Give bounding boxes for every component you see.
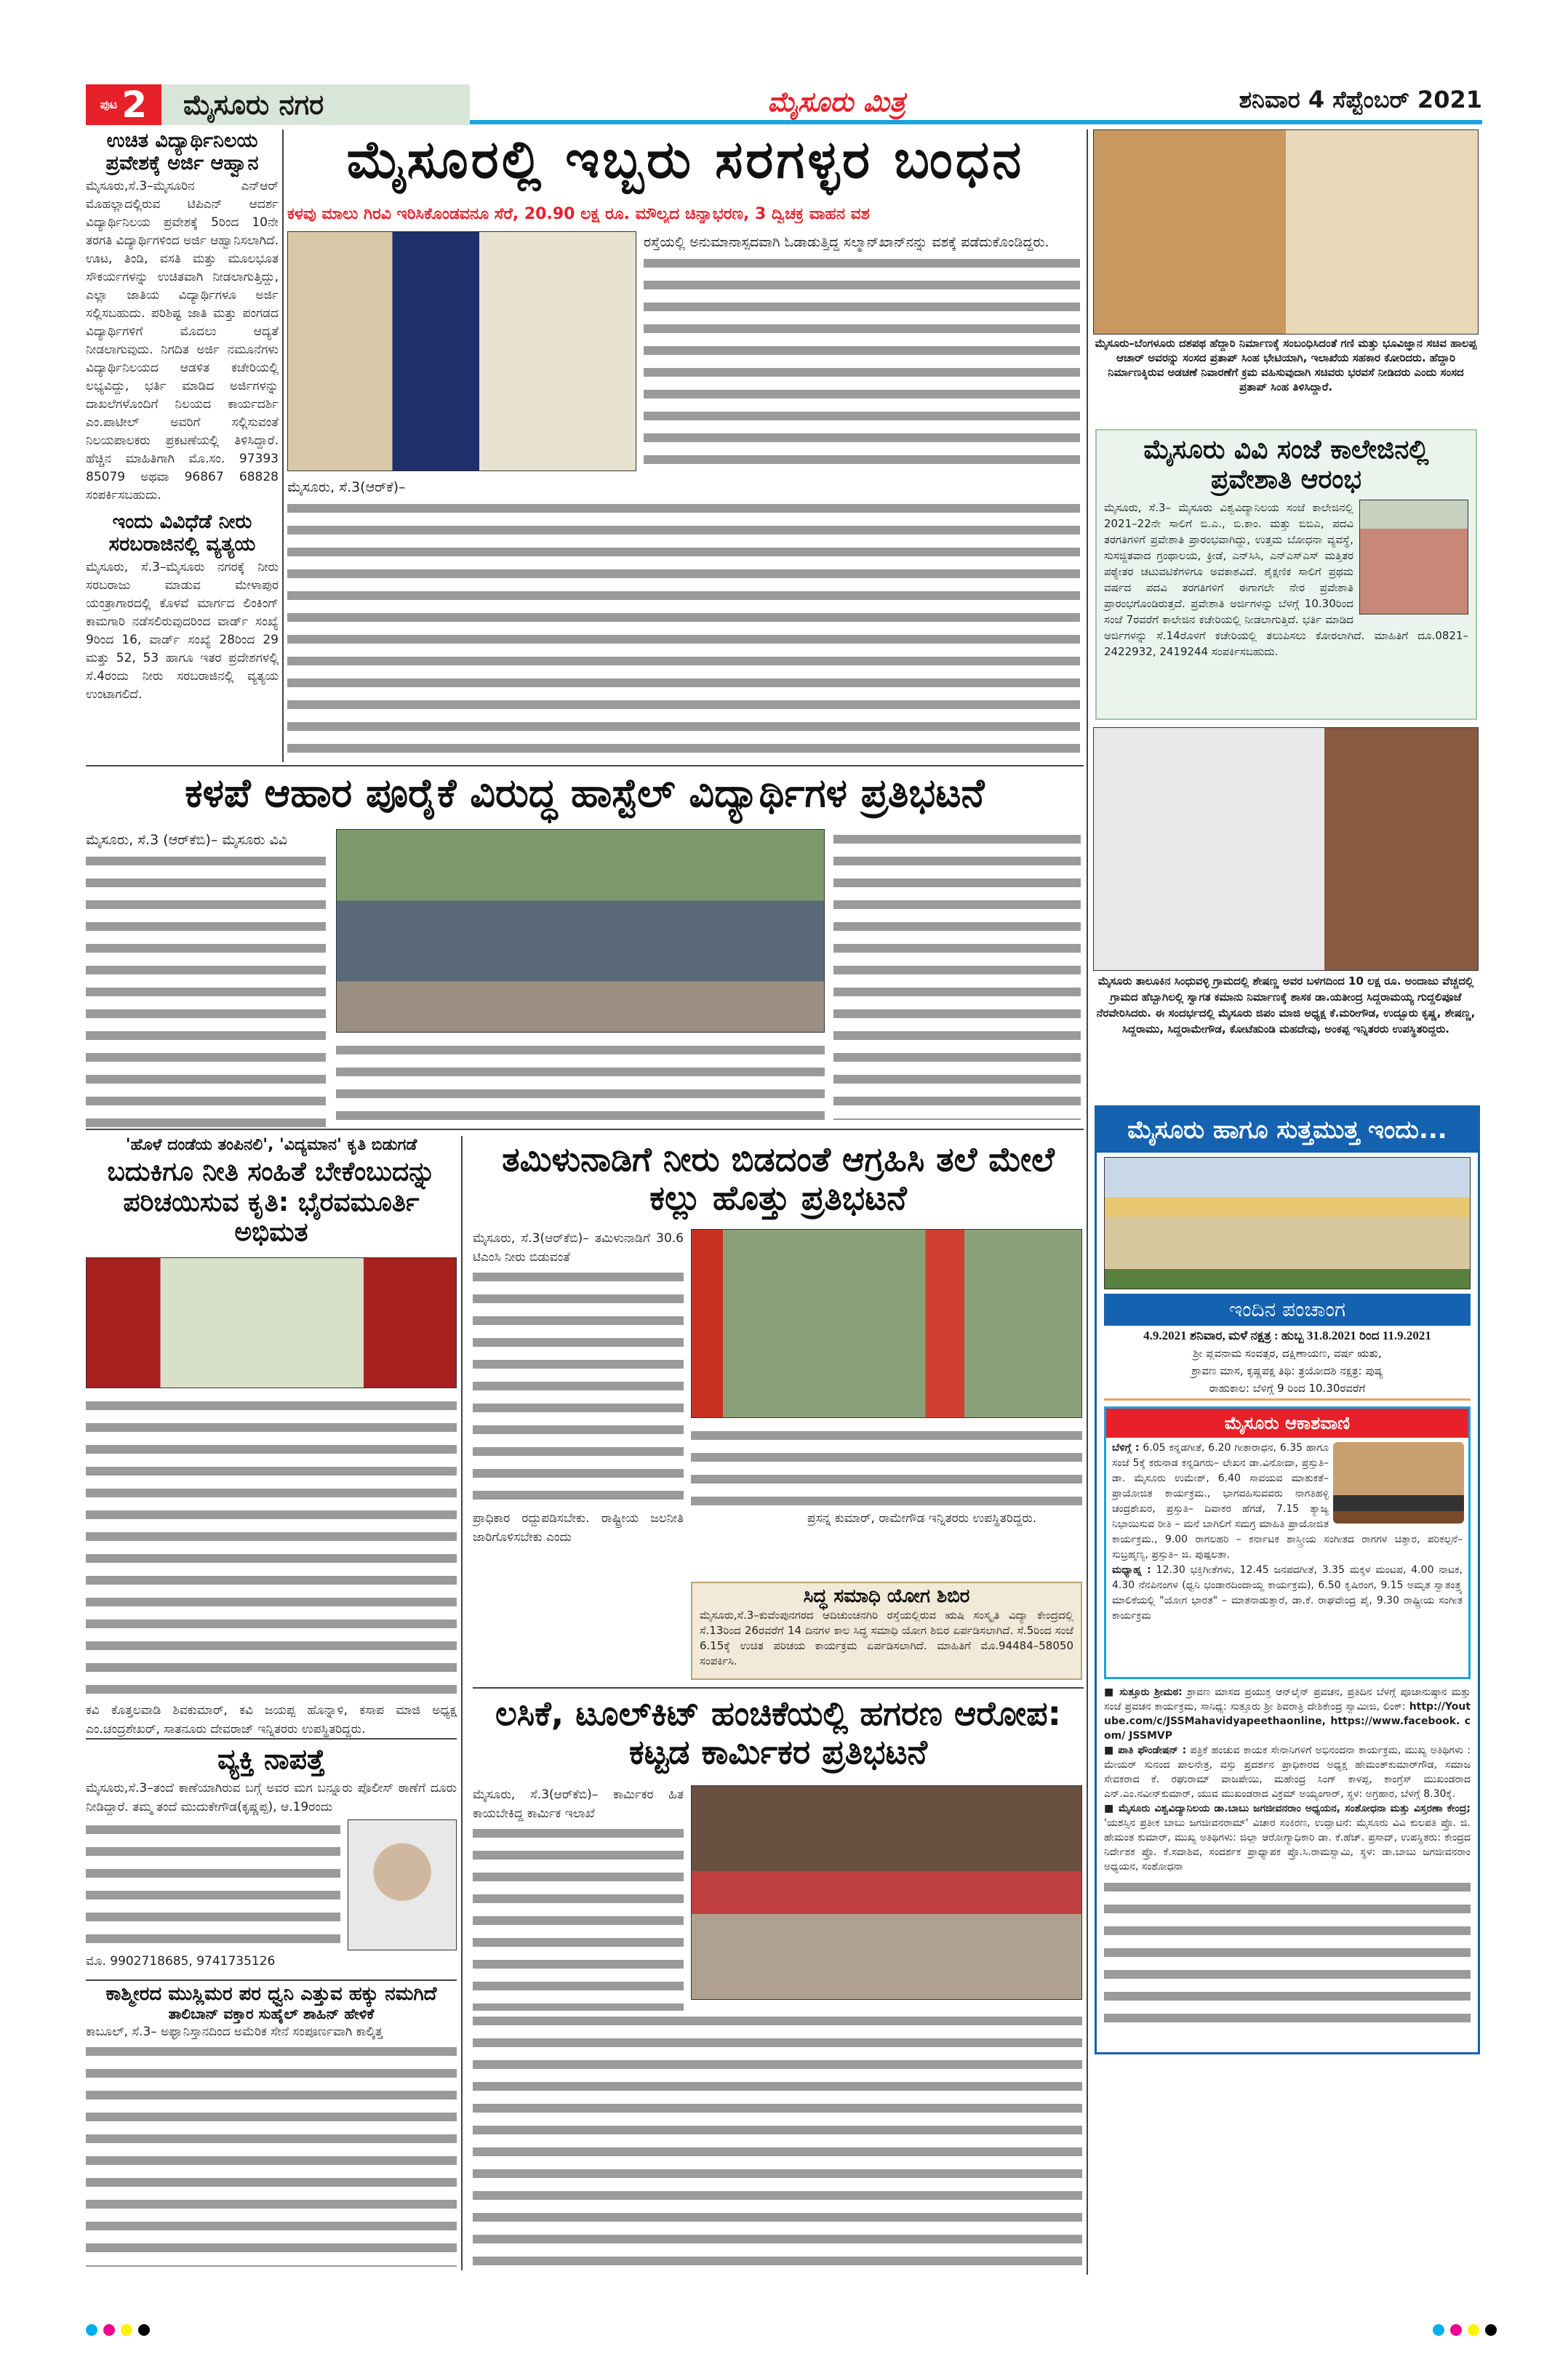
hostel-protest-dateline: ಮೈಸೂರು, ಸೆ.3 (ಆರ್‌ಕೆಬಿ)– ಮೈಸೂರು ವಿವಿ <box>86 832 288 848</box>
event-text: ಪತ್ರಿಕೆ ಹಂಚುವ ಕಾಯಕ ಸೇನಾನಿಗಳಿಗೆ ಅಭಿನಂದನಾ ಕಾರ್ಯಕ್ರಮ, ಮುಖ್ಯ ಅತಿಥಿಗಳು : ಮೇಯರ್ ಸುನಂದ ಪಾಲನೇತ್ರ, ವಸ್ತು ಪ್ರದರ್ಶನ ಪ್ರಾಧಿಕಾರದ ಅಧ್ಯಕ್ಷ ಹೇಮಂತ್‌ಕುಮಾರ್‌ಗೌಡ, ಸಮಾಜ ಸೇವಕರಾದ ಕೆ. ರಘುರಾಮ್ ವಾಜಪೇಯಿ, ಮಹೇಂದ್ರ ಸಿಂಗ್ ಕಾಳಪ್ಪ, ಕಾಂಗ್ರೆಸ್ ಮುಖಂಡರಾದ ಎನ್.ಎಂ.ನವೀನ್‌ಕುಮಾರ್, ಯುವ ಮುಖಂಡರಾದ ವಿಕ್ರಮ್ ಅಯ್ಯಂಗಾರ್, ಸ್ಥಳ: ಅಗ್ರಹಾರ, ಬೆಳಗ್ಗೆ 8.30ಕ್ಕೆ. <box>1104 1745 1471 1800</box>
event-text: ಶ್ರಾವಣ ಮಾಸದ ಪ್ರಯುಕ್ತ ಆನ್‌ಲೈನ್ ಪ್ರವಚನ, ಪ್ರತಿದಿನ ಬೆಳಗ್ಗೆ ಪೂಜಾನುಷ್ಠಾನ ಮತ್ತು ಸಂಜೆ ಪ್ರವಚನ ಕಾರ್ಯಕ್ರಮ, ಸಾನಿಧ್ಯ: ಸುತ್ತೂರು ಶ್ರೀ ಶಿವರಾತ್ರಿ ದೇಶಿಕೇಂದ್ರ ಸ್ವಾಮೀಜಿ, ಲಿಂಕ್: <box>1104 1686 1471 1713</box>
hostel-notice <box>86 129 279 704</box>
tamil-end-a: ಪ್ರಾಧಿಕಾರ ರದ್ದುಪಡಿಸಬೇಕು. ರಾಷ್ಟ್ರೀಯ ಜಲನೀತಿ ಜಾರಿಗೊಳಿಸಬೇಕು ಎಂದು <box>473 1511 684 1545</box>
print-mark-yellow <box>1468 2324 1479 2336</box>
kashmir-dateline: ಕಾಬೂಲ್, ಸೆ.3– ಅಫ್ಘಾನಿಸ್ತಾನದಿಂದ ಅಮೆರಿಕ ಸೇನೆ ಸಂಪೂರ್ಣವಾಗಿ ಕಾಲ್ಕಿತ್ತ <box>86 2024 383 2039</box>
missing-person-contact: ಮೊ. 9902718685, 9741735126 <box>86 1953 276 1969</box>
issue-date: ಶನಿವಾರ 4 ಸೆಪ್ಟೆಂಬರ್ 2021 <box>1239 86 1482 113</box>
mp-meeting-caption: ಮೈಸೂರು–ಬೆಂಗಳೂರು ದಶಪಥ ಹೆದ್ದಾರಿ ನಿರ್ಮಾಣಕ್ಕೆ ಸಂಬಂಧಿಸಿದಂತೆ ಗಣಿ ಮತ್ತು ಭೂವಿಜ್ಞಾನ ಸಚಿವ ಹಾಲಪ್ಪ ಆಚಾರ್ ಅವರನ್ನು ಸಂಸದ ಪ್ರತಾಪ್ ಸಿಂಹ ಭೇಟಿಯಾಗಿ, ಇಲಾಖೆಯ ಸಹಕಾರ ಕೋರಿದರು. ಹೆದ್ದಾರಿ ನಿರ್ಮಾಣಕ್ಕಿರುವ ಅಡಚಣೆ ನಿವಾರಣೆಗೆ ಕ್ರಮ ವಹಿಸುವುದಾಗಿ ಸಚಿವರು ಭರವಸೆ ನೀಡಿದರು ಎಂದು ಸಂಸದ ಪ್ರತಾಪ್ ಸಿಂಹ ತಿಳಿಸಿದ್ದಾರೆ. <box>1095 337 1477 393</box>
akashvani-title-bar <box>1106 1409 1468 1438</box>
panchanga-line: ಶ್ರಾವಣ ಮಾಸ, ಕೃಷ್ಣಪಕ್ಷ ತಿಥಿ: ತ್ರಯೋದಶಿ ನಕ್ಷತ್ರ: ಪುಷ್ಯ <box>1191 1364 1383 1377</box>
panchanga-title: ಇಂದಿನ ಪಂಚಾಂಗ <box>1228 1297 1346 1321</box>
panchanga-line: ರಾಹುಕಾಲ: ಬೆಳಿಗ್ಗೆ 9 ರಿಂದ 10.30ರವರೆಗೆ <box>1209 1382 1366 1395</box>
tamil-body-mid <box>691 1425 1082 1505</box>
tamil-protest-headline: ತಮಿಳುನಾಡಿಗೆ ನೀರು ಬಿಡದಂತೆ ಆಗ್ರಹಿಸಿ ತಲೆ ಮೇಲೆ ಕಲ್ಲು ಹೊತ್ತು ಪ್ರತಿಭಟನೆ <box>502 1140 1055 1217</box>
book-release-headline: ಬದುಕಿಗೂ ನೀತಿ ಸಂಹಿತೆ ಬೇಕೆಂಬುದನ್ನು ಪರಿಚಯಿಸುವ ಕೃತಿ: ಭೈರವಮೂರ್ತಿ ಅಭಿಮತ <box>107 1157 436 1248</box>
yoga-camp-headline: ಸಿದ್ಧ ಸಮಾಧಿ ಯೋಗ ಶಿಬಿರ <box>803 1585 970 1607</box>
workers-protest-photo <box>691 1785 1082 2000</box>
lead-body-columns <box>287 498 1080 756</box>
mysore-palace-photo <box>1104 1157 1471 1289</box>
evening-college-box <box>1095 429 1477 720</box>
radio-noon: 12.30 ಭಕ್ತಿಗೀತೆಗಳು, 12.45 ಜನಪದಗೀತೆ, 3.35 ಮಕ್ಕಳ ಮಂಟಪ, 4.00 ನಾಟಕ, 4.30 ನೆನಪಿನಂಗಳ (ಧ್ವನಿ ಭಂಡಾರದಿಂದಾಯ್ದ ಕಾರ್ಯಕ್ರಮ), 6.50 ಕೃಷಿರಂಗ, 9.15 ಅಮೃತ ಸ್ವಾತಂತ್ರ್ಯ ಮಾಲಿಕೆಯಲ್ಲಿ "ಯೋಗ ಭಾರತ" – ಮಾತನಾಡುತ್ತಾರೆ, ಡಾ.ಕೆ. ರಾಘವೇಂದ್ರ ಪೈ, 9.30 ರಾಷ್ಟ್ರೀಯ ಸಂಗೀತ ಕಾರ್ಯಕ್ರಮ <box>1112 1564 1463 1622</box>
hostel-protest-text <box>86 851 326 1127</box>
column-divider <box>282 129 284 762</box>
lead-headline: ಮೈಸೂರಲ್ಲಿ ಇಬ್ಬರು ಸರಗಳ್ಳರ ಬಂಧನ <box>346 129 1025 190</box>
evening-college-headline: ಮೈಸೂರು ವಿವಿ ಸಂಜೆ ಕಾಲೇಜಿನಲ್ಲಿ ಪ್ರವೇಶಾತಿ ಆರಂಭ <box>1143 435 1429 495</box>
page-number: 2 <box>121 84 148 126</box>
print-mark-yellow <box>121 2324 132 2336</box>
village-arch-photo <box>1093 727 1479 971</box>
lead-body-right <box>644 231 1080 471</box>
hostel-notice-body: ಮೈಸೂರು,ಸೆ.3–ಮೈಸೂರಿನ ಎನ್‌ಆರ್ ಮೊಹಲ್ಲಾದಲ್ಲಿರುವ ಟಿಪಿಎನ್ ಆದರ್ಶ ವಿದ್ಯಾರ್ಥಿನಿಲಯ ಪ್ರವೇಶಕ್ಕೆ 5ರಿಂದ 10ನೇ ತರಗತಿ ವಿದ್ಯಾರ್ಥಿಗಳಿಂದ ಅರ್ಜಿ ಆಹ್ವಾನಿಸಲಾಗಿದೆ. ಊಟ, ತಿಂಡಿ, ವಸತಿ ಮತ್ತು ಮೂಲಭೂತ ಸೌಕರ್ಯಗಳನ್ನು ಉಚಿತವಾಗಿ ನೀಡಲಾಗುತ್ತಿದ್ದು, ಎಲ್ಲಾ ಜಾತಿಯ ವಿದ್ಯಾರ್ಥಿಗಳೂ ಅರ್ಜಿ ಸಲ್ಲಿಸಬಹುದು. ಪರಿಶಿಷ್ಟ ಜಾತಿ ಮತ್ತು ಪಂಗಡದ ವಿದ್ಯಾರ್ಥಿಗಳಿಗೆ ಮೊದಲು ಆದ್ಯತೆ ನೀಡಲಾಗುವುದು. ನಿಗದಿತ ಅರ್ಜಿ ನಮೂನೆಗಳು ವಿದ್ಯಾರ್ಥಿನಿಲಯದ ಆಡಳಿತ ಕಚೇರಿಯಲ್ಲಿ ಲಭ್ಯವಿದ್ದು, ಭರ್ತಿ ಮಾಡಿದ ಅರ್ಜಿಗಳನ್ನು ದಾಖಲೆಗಳೊಂದಿಗೆ ನಿಲಯದ ಕಾರ್ಯದರ್ಶಿ ಎಂ.ಪಾಟೀಲ್ ಅವರಿಗೆ ಸಲ್ಲಿಸುವಂತೆ ನಿಲಯಪಾಲಕರು ಪ್ರಕಟಣೆಯಲ್ಲಿ ತಿಳಿಸಿದ್ದಾರೆ. ಹೆಚ್ಚಿನ ಮಾಹಿತಿಗಾಗಿ ಮೊ.ಸಂ. 97393 85079 ಅಥವಾ 96867 68828 ಸಂಪರ್ಕಿಸಬಹುದು. <box>86 179 279 503</box>
book-release-story <box>86 1136 457 1739</box>
book-release-text <box>86 1396 457 1701</box>
event-item: ■ ಸುತ್ತೂರು ಶ್ರೀಮಠ: ಶ್ರಾವಣ ಮಾಸದ ಪ್ರಯುಕ್ತ ಆನ್‌ಲೈನ್ ಪ್ರವಚನ, ಪ್ರತಿದಿನ ಬೆಳಗ್ಗೆ ಪೂಜಾನುಷ್ಠಾನ ಮತ್ತು ಸಂಜೆ ಪ್ರವಚನ ಕಾರ್ಯಕ್ರಮ, ಸಾನಿಧ್ಯ: ಸುತ್ತೂರು ಶ್ರೀ ಶಿವರಾತ್ರಿ ದೇಶಿಕೇಂದ್ರ ಸ್ವಾಮೀಜಿ, ಲಿಂಕ್: http://Youtube.com/c/JSSMahavidyapeethaonline, https://www.facebook. com/ JSSMVP <box>1104 1686 1471 1742</box>
events-list <box>1097 1685 1478 2022</box>
tamil-dateline: ಮೈಸೂರು, ಸೆ.3(ಆರ್‌ಕೆಬಿ)– ತಮಿಳುನಾಡಿಗೆ 30.6 ಟಿಎಂಸಿ ನೀರು ಬಿಡುವಂತೆ <box>473 1231 684 1265</box>
kashmir-text <box>86 2041 457 2267</box>
page-label: ಪುಟ <box>100 97 118 111</box>
missing-person-text <box>86 1819 340 1950</box>
workers-body-left <box>473 1785 684 2041</box>
column-divider <box>1087 129 1088 2275</box>
workers-protest-headline: ಲಸಿಕೆ, ಟೂಲ್‌ಕಿಟ್ ಹಂಚಿಕೆಯಲ್ಲಿ ಹಗರಣ ಆರೋಪ: ಕಟ್ಟಡ ಕಾರ್ಮಿಕರ ಪ್ರತಿಭಟನೆ <box>495 1694 1061 1772</box>
print-mark-magenta <box>1450 2324 1462 2336</box>
radio-icon <box>1333 1442 1464 1524</box>
event-item: ■ ಮೈಸೂರು ವಿಶ್ವವಿದ್ಯಾನಿಲಯ ಡಾ.ಬಾಬು ಜಗಜೀವನರಾಂ ಅಧ್ಯಯನ, ಸಂಶೋಧನಾ ಮತ್ತು ವಿಸ್ತರಣಾ ಕೇಂದ್ರ; 'ಯಶಸ್ಸಿನ ಪ್ರತೀಕ ಬಾಬು ಜಗಜೀವನರಾಮ್' ವಿಚಾರ ಸಂಕಿರಣ, ಉದ್ಘಾಟನೆ: ಮೈಸೂರು ವಿವಿ ಕುಲಪತಿ ಪ್ರೊ. ಜಿ. ಹೇಮಂತ ಕುಮಾರ್, ಮುಖ್ಯ ಅತಿಥಿಗಳು: ಜಿಲ್ಲಾ ಆರೋಗ್ಯಾಧಿಕಾರಿ ಡಾ. ಕೆ.ಹೆಚ್. ಪ್ರಸಾದ್, ಉಪಸ್ಥಿತರು: ಕೇಂದ್ರದ ನಿರ್ದೇಶಕ ಪ್ರೊ. ಕೆ.ಸದಾಶಿವ, ಸಂದರ್ಶಕ ಪ್ರಾಧ್ಯಾಪಕ ಪ್ರೊ.ಸಿ.ರಾಮಸ್ವಾಮಿ, ಸ್ಥಳ: ಡಾ.ಬಾಬು ಜಗಜೀವನರಾಂ ಅಧ್ಯಯನ, ಸಂಶೋಧನಾ <box>1104 1803 1471 1873</box>
section-divider <box>86 1738 457 1740</box>
column-divider <box>461 1136 463 2270</box>
event-item: ■ ಪಾತಿ ಫೌಂಡೇಷನ್ : ಪತ್ರಿಕೆ ಹಂಚುವ ಕಾಯಕ ಸೇನಾನಿಗಳಿಗೆ ಅಭಿನಂದನಾ ಕಾರ್ಯಕ್ರಮ, ಮುಖ್ಯ ಅತಿಥಿಗಳು : ಮೇಯರ್ ಸುನಂದ ಪಾಲನೇತ್ರ, ವಸ್ತು ಪ್ರದರ್ಶನ ಪ್ರಾಧಿಕಾರದ ಅಧ್ಯಕ್ಷ ಹೇಮಂತ್‌ಕುಮಾರ್‌ಗೌಡ, ಸಮಾಜ ಸೇವಕರಾದ ಕೆ. ರಘುರಾಮ್ ವಾಜಪೇಯಿ, ಮಹೇಂದ್ರ ಸಿಂಗ್ ಕಾಳಪ್ಪ, ಕಾಂಗ್ರೆಸ್ ಮುಖಂಡರಾದ ಎನ್.ಎಂ.ನವೀನ್‌ಕುಮಾರ್, ಯುವ ಮುಖಂಡರಾದ ವಿಕ್ರಮ್ ಅಯ್ಯಂಗಾರ್, ಸ್ಥಳ: ಅಗ್ರಹಾರ, ಬೆಳಗ್ಗೆ 8.30ಕ್ಕೆ. <box>1104 1745 1471 1800</box>
masthead-logo: ಮೈಸೂರು ಮಿತ್ರ <box>767 86 905 118</box>
events-more <box>1104 1877 1471 2022</box>
book-release-photo <box>86 1257 457 1388</box>
panchanga-details <box>1104 1326 1471 1401</box>
kashmir-subheadline: ತಾಲಿಬಾನ್ ವಕ್ತಾರ ಸುಹೈಲ್ ಶಾಹಿನ್ ಹೇಳಿಕೆ <box>168 2004 375 2022</box>
hostel-protest-headline: ಕಳಪೆ ಆಹಾರ ಪೂರೈಕೆ ವಿರುದ್ಧ ಹಾಸ್ಟೆಲ್ ವಿದ್ಯಾರ್ಥಿಗಳ ಪ್ರತಿಭಟನೆ <box>185 770 985 816</box>
lead-body-bottom <box>287 476 1080 756</box>
book-release-kicker: 'ಹೊಳೆ ದಂಡೆಯ ತಂಪಿನಲಿ', 'ವಿದ್ಯಮಾನ' ಕೃತಿ ಬಿಡುಗಡೆ <box>125 1136 417 1154</box>
page-number-box <box>86 84 161 125</box>
missing-person-headline: ವ್ಯಕ್ತಿ ನಾಪತ್ತೆ <box>217 1743 325 1775</box>
tamil-protest-photo <box>691 1229 1082 1418</box>
lead-photo-police-seized-gold <box>287 231 636 471</box>
kashmir-headline: ಕಾಶ್ಮೀರದ ಮುಸ್ಲಿಮರ ಪರ ಧ್ವನಿ ಎತ್ತುವ ಹಕ್ಕು ನಮಗಿದೆ <box>105 1983 437 2005</box>
section-band <box>161 84 470 125</box>
tamil-body-left <box>473 1229 684 1507</box>
panchanga-title-bar <box>1104 1294 1471 1326</box>
tamil-end-b: ಪ್ರಸನ್ನ ಕುಮಾರ್, ರಾಮೇಗೌಡ ಇನ್ನಿತರರು ಉಪಸ್ಥಿತರಿದ್ದರು. <box>807 1511 1037 1526</box>
village-arch-caption: ಮೈಸೂರು ತಾಲೂಕಿನ ಸಿಂಧುವಳ್ಳಿ ಗ್ರಾಮದಲ್ಲಿ ಶೇಷಣ್ಣ ಅವರ ಬಳಗದಿಂದ 10 ಲಕ್ಷ ರೂ. ಅಂದಾಜು ವೆಚ್ಚದಲ್ಲಿ ಗ್ರಾಮದ ಹೆಬ್ಬಾಗಿಲಲ್ಲಿ ಸ್ವಾಗತ ಕಮಾನು ನಿರ್ಮಾಣಕ್ಕೆ ಶಾಸಕ ಡಾ.ಯತೀಂದ್ರ ಸಿದ್ದರಾಮಯ್ಯ ಗುದ್ದಲಿಪೂಜೆ ನೆರವೇರಿಸಿದರು. ಈ ಸಂದರ್ಭದಲ್ಲಿ ಮೈಸೂರು ಜಿಪಂ ಮಾಜಿ ಅಧ್ಯಕ್ಷ ಕೆ.ಮರೀಗೌಡ, ಉದ್ಬೂರು ಕೃಷ್ಣ, ಶೇಷಣ್ಣ, ಸಿದ್ದರಾಮು, ಸಿದ್ದರಾಮೇಗೌಡ, ಕೋಟೆಹುಂಡಿ ಮಹದೇವು, ಅಂಕಪ್ಪ ಇನ್ನಿತರರು ಉಪಸ್ಥಿತರಿದ್ದರು. <box>1096 974 1476 1036</box>
section-divider <box>86 1129 1084 1130</box>
tamil-text <box>473 1267 684 1507</box>
lead-body-text <box>644 253 1080 471</box>
lead-dateline: ಮೈಸೂರು, ಸೆ.3(ಆರ್‌ಕೆ)– <box>287 479 406 495</box>
kashmir-story <box>86 1984 457 2267</box>
event-label: ಸುತ್ತೂರು ಶ್ರೀಮಠ: <box>1119 1686 1183 1698</box>
today-in-mysuru-box <box>1095 1105 1480 2054</box>
panchanga-line: ಶ್ರೀ ಪ್ಲವನಾಮ ಸಂವತ್ಸರ, ದಕ್ಷಿಣಾಯಣ, ವರ್ಷ ಋತು, <box>1193 1347 1382 1360</box>
workers-text <box>473 1823 684 2041</box>
water-notice-title: ಇಂದು ವಿವಿಧೆಡೆ ನೀರು ಸರಬರಾಜಿನಲ್ಲಿ ವ್ಯತ್ಯಯ <box>108 511 256 556</box>
lead-body-start: ರಸ್ತೆಯಲ್ಲಿ ಅನುಮಾನಾಸ್ಪದವಾಗಿ ಓಡಾಡುತ್ತಿದ್ದ ಸಲ್ಮಾನ್‌ಖಾನ್‌ನನ್ನು ವಶಕ್ಕೆ ಪಡೆದುಕೊಂಡಿದ್ದರು. <box>644 234 1049 250</box>
event-link[interactable]: http://Youtube.com/c/JSSMahavidyapeethaonline, https://www.facebook. com/ JSSMVP <box>1104 1701 1471 1742</box>
event-label: ಪಾತಿ ಫೌಂಡೇಷನ್ : <box>1118 1745 1187 1756</box>
hostel-protest-body-mid <box>336 1040 825 1120</box>
akashvani-title: ಮೈಸೂರು ಆಕಾಶವಾಣಿ <box>1224 1413 1351 1433</box>
yoga-camp-box <box>691 1582 1082 1680</box>
evening-college-body: ಮೈಸೂರು, ಸೆ.3– ಮೈಸೂರು ವಿಶ್ವವಿದ್ಯಾನಿಲಯ ಸಂಜೆ ಕಾಲೇಜಿನಲ್ಲಿ 2021–22ನೇ ಸಾಲಿಗೆ ಬಿ.ಎ., ಬಿ.ಕಾಂ. ಮತ್ತು ಬಿಬಿಎ, ಪದವಿ ತರಗತಿಗಳಿಗೆ ಪ್ರವೇಶಾತಿ ಪ್ರಾರಂಭವಾಗಿದ್ದು, ಉತ್ತಮ ಬೋಧನಾ ವ್ಯವಸ್ಥೆ, ಸುಸಜ್ಜಿತವಾದ ಗ್ರಂಥಾಲಯ, ಕ್ರೀಡೆ, ಎನ್‌ಸಿಸಿ, ಎನ್‌ಎಸ್‌ಎಸ್ ಮತ್ತಿತರ ಪಠ್ಯೇತರ ಚಟುವಟಿಕೆಗಳಿಗೂ ಅವಕಾಶವಿದೆ. ಶೈಕ್ಷಣಿಕ ಸಾಲಿಗೆ ಪ್ರಥಮ ವರ್ಷದ ಪದವಿ ತರಗತಿಗಳಿಗೆ ಈಗಾಗಲೇ ನೇರ ಪ್ರವೇಶಾತಿ ಪ್ರಾರಂಭಗೊಂಡಿರುತ್ತದೆ. ಪ್ರವೇಶಾತಿ ಅರ್ಜಿಗಳನ್ನು ಬೆಳಗ್ಗೆ 10.30ರಿಂದ ಸಂಜೆ 7ರವರೆಗೆ ಕಾಲೇಜಿನ ಕಚೇರಿಯಲ್ಲಿ ನೀಡಲಾಗುತ್ತಿದೆ. ಭರ್ತಿ ಮಾಡಿದ ಅರ್ಜಿಗಳನ್ನು ಸೆ.14ರೊಳಗೆ ಕಚೇರಿಯಲ್ಲಿ ತಲುಪಿಸಲು ಕೋರಲಾಗಿದೆ. ಮಾಹಿತಿಗೆ ದೂ.0821–2422932, 2419244 ಸಂಪರ್ಕಿಸಬಹುದು. <box>1104 500 1468 658</box>
event-label: ಮೈಸೂರು ವಿಶ್ವವಿದ್ಯಾನಿಲಯ ಡಾ.ಬಾಬು ಜಗಜೀವನರಾಂ ಅಧ್ಯಯನ, ಸಂಶೋಧನಾ ಮತ್ತು ವಿಸ್ತರಣಾ ಕೇಂದ್ರ; <box>1118 1803 1471 1814</box>
panchanga-line: 4.9.2021 ಶನಿವಾರ, ಮಳೆ ನಕ್ಷತ್ರ : ಹುಬ್ಬ 31.8.2021 ರಿಂದ 11.9.2021 <box>1143 1329 1431 1342</box>
hostel-protest-body-right <box>833 829 1081 1120</box>
today-title: ಮೈಸೂರು ಹಾಗೂ ಸುತ್ತಮುತ್ತ ಇಂದು... <box>1127 1116 1447 1145</box>
print-mark-cyan <box>86 2324 97 2336</box>
today-title-bar <box>1097 1108 1478 1153</box>
missing-person-photo <box>348 1819 457 1950</box>
lead-subtitle: ಕಳವು ಮಾಲು ಗಿರವಿ ಇರಿಸಿಕೊಂಡವನೂ ಸೆರೆ, 20.90 ಲಕ್ಷ ರೂ. ಮೌಲ್ಯದ ಚಿನ್ನಾಭರಣ, 3 ದ್ವಿಚಕ್ರ ವಾಹನ ವಶ <box>287 205 870 223</box>
print-mark-black <box>138 2324 150 2336</box>
radio-morning-label: ಬೆಳಿಗ್ಗೆ : <box>1112 1442 1140 1454</box>
radio-noon-label: ಮಧ್ಯಾಹ್ನ : <box>1112 1564 1151 1576</box>
missing-person-story <box>86 1744 457 1972</box>
radio-morning: 6.05 ಕನ್ನಡಗೀತೆ, 6.20 ಗೀತಾರಾಧನ, 6.35 ಹಾಗೂ ಸಂಜೆ 5ಕ್ಕೆ ಕರುನಾಡ ಕನ್ನಡಿಗರು– ಲೇಖನ ಡಾ.ವಿನೋದಾ, ಪ್ರಸ್ತುತಿ– ಡಾ. ಮೈಸೂರು ಉಮೇಶ್, 6.40 ಸಾವಯವ ಮಾತುಕತೆ– ಪ್ರಾಯೋಜಿತ ಕಾರ್ಯಕ್ರಮ., ಭಾಗವಹಿಸುವವರು ನಾಗತಿಹಳ್ಳಿ ಚಂದ್ರಶೇಖರ, ಪ್ರಸ್ತುತಿ– ದಿವಾಕರ ಹೆಗಡೆ, 7.15 ತ್ಯಾಜ್ಯ ನಿಭಾಯಿಸುವ ರೀತಿ – ಮನೆ ಬಾಗಿಲಿಗೆ ಸಮಗ್ರ ಮಾಹಿತಿ ಪ್ರಾಯೋಜಿತ ಕಾರ್ಯಕ್ರಮ., 9.00 ರಾಗಲಹರಿ – ಕರ್ನಾಟಕ ಶಾಸ್ತ್ರೀಯ ಸಂಗೀತದ ರಾಗಗಳ ಚಿತ್ತಾರ, ಪರಿಕಲ್ಪನೆ– ಸುಬ್ರಹ್ಮಣ್ಯ, ಪ್ರಸ್ತುತಿ– ಜಿ. ಪುಷ್ಪಲತಾ. <box>1112 1442 1463 1561</box>
missing-person-body: ಮೈಸೂರು,ಸೆ.3–ತಂದೆ ಕಾಣೆಯಾಗಿರುವ ಬಗ್ಗೆ ಅವರ ಮಗ ಬನ್ನೂರು ಪೊಲೀಸ್ ಠಾಣೆಗೆ ದೂರು ನೀಡಿದ್ದಾರೆ. ತಮ್ಮ ತಂದೆ ಮುದುಕೇಗೌಡ(ಕೃಷ್ಣಪ್ಪ), ಆ.19ರಂದು <box>86 1780 457 1814</box>
workers-dateline: ಮೈಸೂರು, ಸೆ.3(ಆರ್‌ಕೆಬಿ)– ಕಾರ್ಮಿಕರ ಹಿತ ಕಾಯಬೇಕಿದ್ದ ಕಾರ್ಮಿಕ ಇಲಾಖೆ <box>473 1787 684 1821</box>
water-notice-body: ಮೈಸೂರು, ಸೆ.3–ಮೈಸೂರು ನಗರಕ್ಕೆ ನೀರು ಸರಬರಾಜು ಮಾಡುವ ಮೇಳಾಪುರ ಯಂತ್ರಾಗಾರದಲ್ಲಿ ಕೊಳವೆ ಮಾರ್ಗದ ಲಿಂಕಿಂಗ್ ಕಾಮಗಾರಿ ನಡೆಸಲಿರುವುದರಿಂದ ವಾರ್ಡ್ ಸಂಖ್ಯೆ 9ರಿಂದ 16, ವಾರ್ಡ್ ಸಂಖ್ಯೆ 28ರಿಂದ 29 ಮತ್ತು 52, 53 ಹಾಗೂ ಇತರ ಪ್ರದೇಶಗಳಲ್ಲಿ ಸೆ.4ರಂದು ನೀರು ಸರಬರಾಜಿನಲ್ಲಿ ವ್ಯತ್ಯಯ ಉಂಟಾಗಲಿದೆ. <box>86 560 279 702</box>
yoga-camp-body: ಮೈಸೂರು,ಸೆ.3–ಕುವೆಂಪುನಗರದ ಆದಿಚುಂಚನಗಿರಿ ರಸ್ತೆಯಲ್ಲಿರುವ ಋಷಿ ಸಂಸ್ಕೃತಿ ವಿದ್ಯಾ ಕೇಂದ್ರದಲ್ಲಿ ಸೆ.13ರಿಂದ 26ರವರೆಗೆ 14 ದಿನಗಳ ಕಾಲ ಸಿದ್ಧ ಸಮಾಧಿ ಯೋಗ ಶಿಬಿರ ಏರ್ಪಡಿಸಲಾಗಿದೆ. ಸೆ.5ರಿಂದ ಸಂಜೆ 6.15ಕ್ಕೆ ಉಚಿತ ಪರಿಚಯ ಕಾರ್ಯಕ್ರಮ ಏರ್ಪಡಿಸಲಾಗಿದೆ. ಮಾಹಿತಿಗೆ ಮೊ.94484–58050 ಸಂಪರ್ಕಿಸಿ. <box>700 1608 1073 1668</box>
section-divider <box>86 1979 457 1981</box>
book-release-end: ಕವಿ ಕೊತ್ತಲವಾಡಿ ಶಿವಕುಮಾರ್, ಕವಿ ಜಯಪ್ಪ ಹೊನ್ನಾಳಿ, ಕಸಾಪ ಮಾಜಿ ಅಧ್ಯಕ್ಷ ಎಂ.ಚಂದ್ರಶೇಖರ್, ಸಾತನೂರು ದೇವರಾಜ್ ಇನ್ನಿತರರು ಉಪಸ್ಥಿತರಿದ್ದರು. <box>86 1703 457 1737</box>
section-divider <box>86 765 1084 766</box>
section-title: ಮೈಸೂರು ನಗರ <box>183 88 324 121</box>
print-mark-black <box>1485 2324 1497 2336</box>
section-divider <box>473 1687 1084 1689</box>
print-mark-cyan <box>1433 2324 1444 2336</box>
mp-meeting-photo <box>1093 129 1479 335</box>
hostel-protest-body-left <box>86 829 326 1127</box>
hostel-protest-photo <box>336 829 825 1033</box>
akashvani-box <box>1104 1406 1471 1679</box>
evening-college-photo <box>1359 500 1468 614</box>
workers-body-bottom <box>473 2011 1082 2269</box>
hostel-notice-title: ಉಚಿತ ವಿದ್ಯಾರ್ಥಿನಿಲಯ ಪ್ರವೇಶಕ್ಕೆ ಅರ್ಜಿ ಆಹ್ವಾನ <box>105 129 259 175</box>
event-text: 'ಯಶಸ್ಸಿನ ಪ್ರತೀಕ ಬಾಬು ಜಗಜೀವನರಾಮ್' ವಿಚಾರ ಸಂಕಿರಣ, ಉದ್ಘಾಟನೆ: ಮೈಸೂರು ವಿವಿ ಕುಲಪತಿ ಪ್ರೊ. ಜಿ. ಹೇಮಂತ ಕುಮಾರ್, ಮುಖ್ಯ ಅತಿಥಿಗಳು: ಜಿಲ್ಲಾ ಆರೋಗ್ಯಾಧಿಕಾರಿ ಡಾ. ಕೆ.ಹೆಚ್. ಪ್ರಸಾದ್, ಉಪಸ್ಥಿತರು: ಕೇಂದ್ರದ ನಿರ್ದೇಶಕ ಪ್ರೊ. ಕೆ.ಸದಾಶಿವ, ಸಂದರ್ಶಕ ಪ್ರಾಧ್ಯಾಪಕ ಪ್ರೊ.ಸಿ.ರಾಮಸ್ವಾಮಿ, ಸ್ಥಳ: ಡಾ.ಬಾಬು ಜಗಜೀವನರಾಂ ಅಧ್ಯಯನ, ಸಂಶೋಧನಾ <box>1104 1817 1471 1873</box>
print-mark-magenta <box>103 2324 115 2336</box>
header-rule <box>470 120 1482 124</box>
